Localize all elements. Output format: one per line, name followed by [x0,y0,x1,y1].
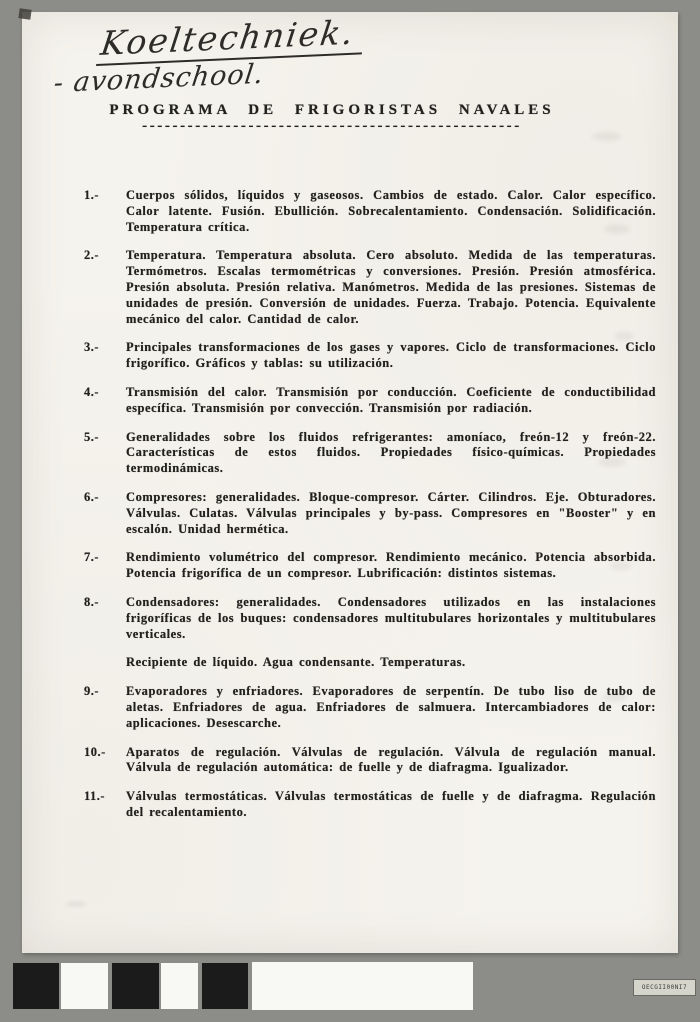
calibration-square-black-1 [13,963,59,1009]
item-body [126,188,656,235]
item-number: 9.- [84,684,100,699]
item-number: 1.- [84,188,100,202]
calibration-square-black-3 [202,963,248,1009]
item-number: 10.- [84,744,106,759]
list-item [84,684,656,731]
item-text: Compresores: generalidades. Bloque-compresor. Cárter. Cilindros. Eje. Obturadores. Válvulas. Culatas. Válvulas principales y by-pass. Compresores en "Booster" y en escalón. Unidad hermética. [126,489,656,536]
program-list [84,188,656,834]
item-body [126,745,656,777]
item-body [126,490,656,537]
list-item [84,490,656,537]
item-text: Generalidades sobre los fluidos refrigerantes: amoníaco, freón-12 y freón-22. Características de estos fluidos. Propiedades físico-químicas. Propiedades termodinámicas. [126,429,656,476]
document-page [22,12,678,953]
scan-smudge [604,224,630,234]
list-item [84,340,656,372]
item-text: Condensadores: generalidades. Condensadores utilizados en las instalaciones frigoríficas de los buques: condensadores multitubulares horizontales y multitubulares verticales. [126,594,656,641]
item-body [126,430,656,477]
list-item [84,745,656,777]
scan-smudge [602,692,628,702]
item-text: Principales transformaciones de los gases y vapores. Ciclo de transformaciones. Ciclo frigorífico. Gráficos y tablas: su utilización. [126,340,656,371]
calibration-white-bar [252,962,473,1010]
item-number: 4.- [84,384,100,399]
item-number: 2.- [84,248,100,263]
scan-smudge [610,562,632,570]
inventory-label: OECGII00NI7 [633,979,696,996]
item-text: Aparatos de regulación. Válvulas de regulación. Válvula de regulación manual. Válvula de regulación automática: de fuelle y de diafragma. Igualizador. [126,744,656,775]
list-item [84,595,656,671]
item-number: 11.- [84,789,106,804]
pencil-mark [66,902,86,906]
item-body [126,789,656,821]
item-body [126,595,656,671]
item-number: 8.- [84,594,100,609]
item-text: Rendimiento volumétrico del compresor. Rendimiento mecánico. Potencia absorbida. Potencia frigorífica de un compresor. Lubrificación: distintos sistemas. [126,550,656,581]
handwritten-title: Koeltechniek. [96,12,367,66]
list-item [84,248,656,327]
handwritten-subtitle: - avondschool. [52,58,267,99]
item-body [126,385,656,417]
title-underline: -------------------------------------------------- [142,120,522,134]
list-item [84,789,656,821]
scan-smudge [598,457,626,467]
list-item [84,430,656,477]
item-body [126,550,656,582]
title-block [102,102,562,135]
item-body [126,684,656,731]
scan-smudge [592,132,622,141]
item-body [126,340,656,372]
item-text: Válvulas termostáticas. Válvulas termostáticas de fuelle y de diafragma. Regulación del recalentamiento. [126,789,656,819]
item-extra-text: Recipiente de líquido. Agua condensante. Temperaturas. [126,655,466,670]
item-text: Temperatura. Temperatura absoluta. Cero absoluto. Medida de las temperaturas. Termómetros. Escalas termométricas y conversiones. Presión. Presión atmosférica. Presión absoluta. Presión relativa. Manómetros. Medida de las presiones. Sistemas de unidades de presión. Conversión de unidades. Fuerza. Trabajo. Potencia. Equivalente mecánico del calor. Cantidad de calor. [126,248,656,326]
calibration-square-black-2 [112,963,159,1009]
item-number: 7.- [84,550,100,565]
calibration-square-white-1 [61,963,108,1009]
item-text: Cuerpos sólidos, líquidos y gaseosos. Cambios de estado. Calor. Calor específico. Calor latente. Fusión. Ebullición. Sobrecalentamiento. Condensación. Solidificación. Temperatura crítica. [126,188,656,234]
item-number: 3.- [84,340,100,355]
list-item [84,550,656,582]
document-title: PROGRAMA DE FRIGORISTAS NAVALES [109,102,555,118]
item-number: 6.- [84,489,100,504]
page-corner-mark [18,8,31,20]
calibration-square-white-2 [161,963,198,1009]
list-item [84,188,656,235]
item-number: 5.- [84,429,100,444]
scan-smudge [614,332,634,340]
list-item [84,385,656,417]
item-body [126,248,656,327]
item-text: Evaporadores y enfriadores. Evaporadores de serpentín. De tubo liso de tubo de aletas. Enfriadores de agua. Enfriadores de salmuera. Intercambiadores de calor: aplicaciones. Desescarche. [126,684,656,730]
item-text: Transmisión del calor. Transmisión por conducción. Coeficiente de conductibilidad específica. Transmisión por convección. Transmisión por radiación. [126,384,656,415]
